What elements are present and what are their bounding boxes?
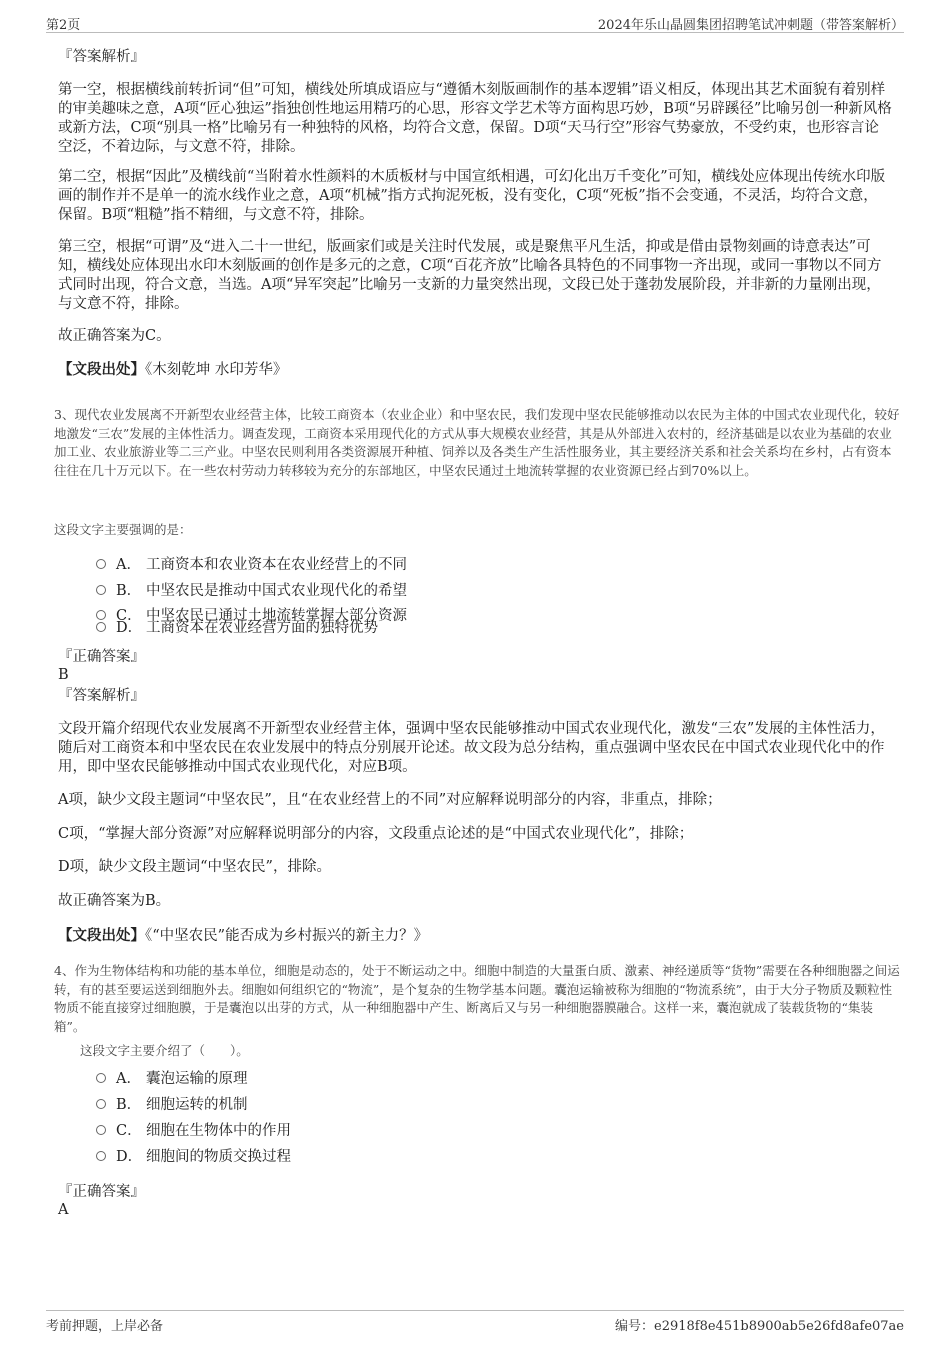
- page-header: [46, 14, 904, 33]
- q4-answer: A: [58, 1202, 69, 1218]
- q3-option-a[interactable]: A． 工商资本和农业资本在农业经营上的不同: [96, 556, 407, 574]
- radio-icon[interactable]: [96, 1073, 106, 1083]
- source-title: 《“中坚农民”能否成为乡村振兴的新主力？》: [145, 928, 429, 944]
- q3-analysis-p2: A项，缺少文段主题词“中坚农民”，且“在农业经营上的不同”对应解释说明部分的内容，非重点，排除；: [58, 792, 722, 808]
- q4-option-a[interactable]: A． 囊泡运输的原理: [96, 1070, 248, 1088]
- page-number: 第2页: [46, 18, 81, 33]
- footer-slogan: 考前押题，上岸必备: [46, 1319, 164, 1334]
- radio-icon[interactable]: [96, 559, 106, 569]
- q3-option-b[interactable]: B． 中坚农民是推动中国式农业现代化的希望: [96, 582, 407, 600]
- source-label: 【文段出处】: [58, 927, 145, 944]
- q3-analysis-heading: 『答案解析』: [58, 688, 145, 704]
- q3-analysis-p1: 文段开篇介绍现代农业发展离不开新型农业经营主体，强调中坚农民能够推动中国式农业现代化，激发“三农”发展的主体性活力，随后对工商资本和中坚农民在农业发展中的特点分别展开论述。故文段为总分结构，重点强调中坚农民在中国式农业现代化中的作用，即中坚农民能够推动中国式农业现代化，对应B项。: [58, 721, 885, 775]
- q2-source: [58, 360, 892, 380]
- radio-icon[interactable]: [96, 1151, 106, 1161]
- q4-option-c[interactable]: C． 细胞在生物体中的作用: [96, 1122, 291, 1140]
- q3-analysis-p3: C项，“掌握大部分资源”对应解释说明部分的内容，文段重点论述的是“中国式农业现代化”，排除；: [58, 826, 694, 842]
- q3-option-c[interactable]: C． 中坚农民已通过土地流转掌握大部分资源: [96, 607, 407, 625]
- q4-option-d[interactable]: D． 细胞间的物质交换过程: [96, 1148, 291, 1166]
- q3-source: [58, 926, 892, 946]
- q3-answer-heading: 『正确答案』: [58, 649, 145, 665]
- q3-answer: B: [58, 667, 69, 683]
- q4-prompt: 这段文字主要介绍了（ ）。: [80, 1043, 249, 1058]
- q3-conclusion: 故正确答案为B。: [58, 893, 171, 909]
- page-footer: [46, 1310, 904, 1337]
- q2-analysis-p1: 第一空，根据横线前转折词“但”可知，横线处所填成语应与“遵循木刻版画制作的基本逻辑”语义相反，体现出其艺术面貌有着别样的审美趣味之意，A项“匠心独运”指独创性地运用精巧的心思，形容文学艺术等方面构思巧妙，B项“另辟蹊径”比喻另创一种新风格或新方法，C项“别具一格”比喻另有一种独特的风格，均符合文意，保留。D项“天马行空”形容气势豪放，不受约束，也形容言论空泛，不着边际，与文意不符，排除。: [58, 82, 892, 155]
- q3-stem: 3、现代农业发展离不开新型农业经营主体，比较工商资本（农业企业）和中坚农民，我们发现中坚农民能够推动以农民为主体的中国式农业现代化，较好地激发“三农”发展的主体性活力。调查发现，工商资本采用现代化的方式从事大规模农业经营，其是从外部进入农村的，经济基础是以农业为基础的农业加工业、农业旅游业等二三产业。中坚农民则利用各类资源展开种植、饲养以及各类生产生活性服务业，其主要经济关系和社会关系均在乡村，占有资本往往在几十万元以下。在一些农村劳动力转移较为充分的东部地区，中坚农民通过土地流转掌握的农业资源已经占到70%以上。: [54, 407, 900, 478]
- document-id: 编号：e2918f8e451b8900ab5e26fd8afe07ae: [615, 1319, 904, 1334]
- q2-analysis-p3: 第三空，根据“可谓”及“进入二十一世纪，版画家们或是关注时代发展，或是聚焦平凡生活，抑或是借由景物刻画的诗意表达”可知，横线处应体现出水印木刻版画的创作是多元的之意，C项“百花齐放”比喻各具特色的不同事物一齐出现，或同一事物以不同方式同时出现，符合文意，当选。A项“异军突起”比喻另一支新的力量突然出现，文段已处于蓬勃发展阶段，并非新的力量刚出现，与文意不符，排除。: [58, 239, 882, 312]
- q3-prompt: 这段文字主要强调的是：: [54, 522, 192, 537]
- q4-answer-heading: 『正确答案』: [58, 1184, 145, 1200]
- q3-option-d[interactable]: D． 工商资本在农业经营方面的独特优势: [96, 619, 378, 637]
- radio-icon[interactable]: [96, 622, 106, 632]
- q2-conclusion: 故正确答案为C。: [58, 328, 171, 344]
- source-label: 【文段出处】: [58, 361, 145, 378]
- q4-option-b[interactable]: B． 细胞运转的机制: [96, 1096, 248, 1114]
- q2-analysis-heading: 『答案解析』: [58, 49, 145, 65]
- source-title: 《木刻乾坤 水印芳华》: [145, 362, 288, 378]
- q4-stem: 4、作为生物体结构和功能的基本单位，细胞是动态的，处于不断运动之中。细胞中制造的大量蛋白质、激素、神经递质等“货物”需要在各种细胞器之间运转，有的甚至要运送到细胞外去。细胞如何组织它的“物流”，是个复杂的生物学基本问题。囊泡运输被称为细胞的“物流系统”，由于大分子物质及颗粒性物质不能直接穿过细胞膜，于是囊泡以出芽的方式，从一种细胞器中产生、断离后又与另一种细胞器膜融合。这样一来，囊泡就成了装载货物的“集装箱”。: [54, 963, 900, 1034]
- q2-analysis-p2: 第二空，根据“因此”及横线前“当附着水性颜料的木质板材与中国宣纸相遇，可幻化出万千变化”可知，横线处应体现出传统水印版画的制作并不是单一的流水线作业之意，A项“机械”指方式拘泥死板，没有变化，C项“死板”指不会变通，不灵活，均符合文意，保留。B项“粗糙”指不精细，与文意不符，排除。: [58, 169, 886, 223]
- q3-analysis-p4: D项，缺少文段主题词“中坚农民”，排除。: [58, 859, 331, 875]
- radio-icon[interactable]: [96, 1125, 106, 1135]
- document-title: 2024年乐山晶圆集团招聘笔试冲刺题（带答案解析）: [597, 18, 904, 33]
- radio-icon[interactable]: [96, 585, 106, 595]
- radio-icon[interactable]: [96, 1099, 106, 1109]
